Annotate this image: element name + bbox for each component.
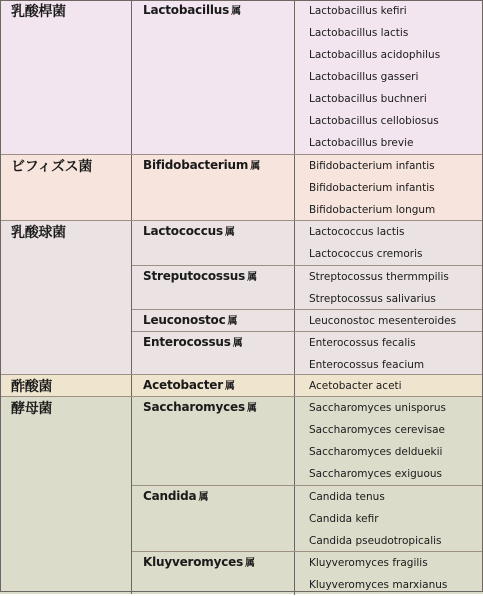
genus-label — [143, 334, 243, 349]
species-item: Saccharomyces delduekii — [309, 446, 443, 458]
category-cell — [0, 155, 132, 220]
genus-name: Streputocossus — [143, 269, 246, 283]
genus-row — [132, 331, 483, 375]
genus-suffix: 属 — [245, 558, 255, 569]
species-item: Enterocossus feacium — [309, 359, 425, 371]
category-label: ビフィズス菌 — [11, 159, 93, 175]
species-item: Leuconostoc mesenteroides — [309, 315, 457, 327]
genus-cell — [132, 552, 295, 595]
species-item: Saccharomyces cerevisae — [309, 424, 446, 436]
genus-name: Saccharomyces — [143, 400, 245, 414]
genus-row — [132, 375, 483, 397]
category-label: 酢酸菌 — [11, 379, 53, 395]
species-item: Lactobacillus buchneri — [309, 93, 427, 105]
species-list — [295, 552, 483, 596]
species-item: Enterocossus fecalis — [309, 337, 416, 349]
genus-label — [143, 157, 260, 172]
species-item: Kluyveromyces marxianus — [309, 579, 448, 591]
species-item: Saccharomyces unisporus — [309, 402, 446, 414]
species-list — [295, 397, 483, 485]
category-group — [0, 396, 483, 594]
species-item: Candida kefir — [309, 513, 379, 525]
genus-row — [132, 309, 483, 331]
species-item: Lactobacillus kefiri — [309, 5, 407, 17]
species-list — [295, 221, 483, 265]
species-item: Acetobacter aceti — [309, 380, 402, 392]
species-item: Bifidobacterium infantis — [309, 182, 435, 194]
genus-suffix: 属 — [227, 316, 238, 327]
category-cell — [0, 397, 132, 594]
species-item: Streptocossus salivarius — [309, 293, 436, 305]
genus-label — [143, 223, 235, 238]
species-item: Lactobacillus lactis — [309, 27, 409, 39]
genus-name: Lactobacillus — [143, 3, 230, 17]
species-list — [295, 332, 483, 376]
genus-suffix: 属 — [250, 161, 260, 172]
genus-label — [143, 399, 257, 414]
genus-cell — [132, 332, 295, 375]
genus-suffix: 属 — [224, 227, 235, 238]
species-item: Candida tenus — [309, 491, 385, 503]
genus-suffix: 属 — [198, 492, 209, 503]
genus-row — [132, 265, 483, 309]
genus-label — [143, 268, 257, 283]
genus-suffix: 属 — [231, 6, 241, 17]
genus-cell — [132, 375, 295, 397]
genus-suffix: 属 — [247, 272, 257, 283]
species-item: Bifidobacterium infantis — [309, 160, 435, 172]
species-item: Lactococcus lactis — [309, 226, 405, 238]
species-item: Bifidobacterium longum — [309, 204, 436, 216]
genus-row — [132, 0, 483, 154]
genus-name: Acetobacter — [143, 378, 223, 392]
genus-suffix: 属 — [246, 403, 257, 414]
species-item: Lactobacillus gasseri — [309, 71, 419, 83]
genus-cell — [132, 0, 295, 154]
species-list — [295, 0, 483, 154]
species-list — [295, 155, 483, 221]
genus-cell — [132, 155, 295, 221]
category-group — [0, 154, 483, 220]
genus-row — [132, 155, 483, 221]
category-label: 酵母菌 — [11, 401, 53, 417]
genus-label — [143, 554, 255, 569]
genus-suffix: 属 — [224, 381, 235, 392]
species-list — [295, 266, 483, 310]
species-item: Saccharomyces exiguous — [309, 468, 443, 480]
category-cell — [0, 221, 132, 374]
category-group — [0, 374, 483, 396]
genus-row — [132, 221, 483, 265]
genus-cell — [132, 486, 295, 551]
genus-label — [143, 312, 237, 327]
genus-name: Bifidobacterium — [143, 158, 249, 172]
species-item: Candida pseudotropicalis — [309, 535, 442, 547]
category-group — [0, 0, 483, 154]
genus-cell — [132, 266, 295, 309]
species-item: Lactobacillus acidophilus — [309, 49, 441, 61]
genus-row — [132, 485, 483, 551]
genus-label — [143, 377, 235, 392]
species-list — [295, 486, 483, 552]
genus-name: Leuconostoc — [143, 313, 226, 327]
species-item: Kluyveromyces fragilis — [309, 557, 428, 569]
category-cell — [0, 375, 132, 396]
genus-name: Kluyveromyces — [143, 555, 244, 569]
genus-suffix: 属 — [232, 338, 243, 349]
genus-name: Enterocossus — [143, 335, 231, 349]
genus-cell — [132, 221, 295, 265]
species-item: Lactococcus cremoris — [309, 248, 423, 260]
species-list — [295, 375, 483, 397]
species-item: Lactobacillus cellobiosus — [309, 115, 439, 127]
category-cell — [0, 0, 132, 154]
genus-row — [132, 551, 483, 595]
category-label: 乳酸球菌 — [11, 225, 66, 241]
species-list — [295, 310, 483, 332]
genus-cell — [132, 397, 295, 485]
genus-label — [143, 488, 208, 503]
species-item: Lactobacillus brevie — [309, 137, 414, 149]
genus-name: Lactococcus — [143, 224, 223, 238]
category-label: 乳酸桿菌 — [11, 4, 66, 20]
species-item: Streptocossus thermmpilis — [309, 271, 449, 283]
category-group — [0, 220, 483, 374]
genus-row — [132, 397, 483, 485]
genus-cell — [132, 310, 295, 331]
genus-name: Candida — [143, 489, 197, 503]
genus-label — [143, 2, 241, 17]
